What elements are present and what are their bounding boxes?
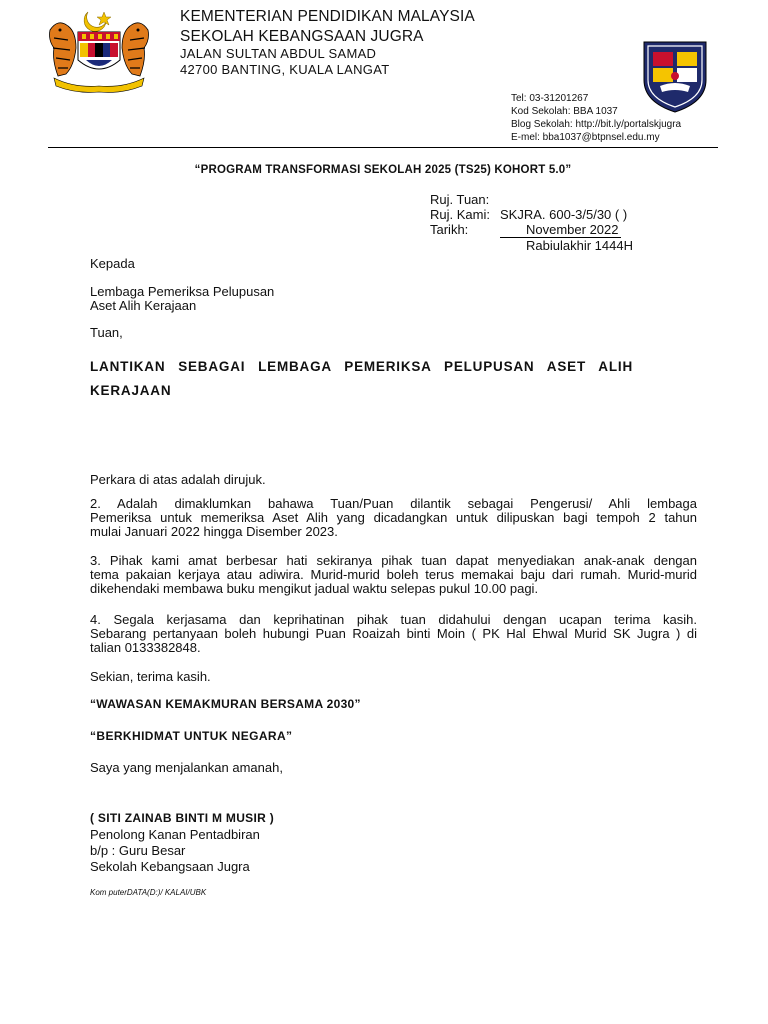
ruj-kami-label: Ruj. Kami: bbox=[430, 207, 490, 222]
salutation: Tuan, bbox=[90, 325, 123, 340]
school-name: SEKOLAH KEBANGSAAN JUGRA bbox=[180, 28, 424, 45]
paragraph-4-line-1: 4. Segala kerjasama dan keprihatinan pihak tuan didahului dengan ucapan terima kasih. bbox=[90, 612, 697, 627]
school-logo bbox=[640, 36, 710, 114]
signatory-position: Penolong Kanan Pentadbiran bbox=[90, 827, 260, 842]
paragraph-4-line-2: Sebarang pertanyaan boleh hubungi Puan Roaizah binti Moin ( PK Hal Ehwal Murid SK Jugra ) di bbox=[90, 626, 697, 641]
ruj-kami-value: SKJRA. 600-3/5/30 ( ) bbox=[500, 207, 628, 222]
subject-line-2: KERAJAAN bbox=[90, 383, 172, 398]
contact-school-code: Kod Sekolah: BBA 1037 bbox=[511, 106, 618, 117]
signatory-school: Sekolah Kebangsaan Jugra bbox=[90, 859, 250, 874]
address-line-2: 42700 BANTING, KUALA LANGAT bbox=[180, 62, 390, 77]
contact-blog: Blog Sekolah: http://bit.ly/portalskjugra bbox=[511, 119, 682, 130]
paragraph-2-line-1: 2. Adalah dimaklumkan bahawa Tuan/Puan dilantik sebagai Pengerusi/ Ahli lembaga bbox=[90, 496, 697, 511]
signatory-bp: b/p : Guru Besar bbox=[90, 843, 186, 858]
reference-block bbox=[430, 192, 633, 253]
footer-file-path: Kom puterDATA(D:)/ KALAI/UBK bbox=[90, 888, 207, 897]
ministry-name: KEMENTERIAN PENDIDIKAN MALAYSIA bbox=[180, 8, 475, 25]
tarikh-value: November 2022 bbox=[500, 222, 621, 238]
tarikh-label: Tarikh: bbox=[430, 222, 469, 237]
header-divider bbox=[48, 147, 718, 148]
paragraph-2-line-3: mulai Januari 2022 hingga Disember 2023. bbox=[90, 524, 338, 539]
recipient-kepada: Kepada bbox=[90, 256, 135, 271]
contact-email: E-mel: bba1037@btpnsel.edu.my bbox=[511, 132, 660, 143]
contact-tel: Tel: 03-31201267 bbox=[511, 93, 589, 104]
coat-of-arms-logo bbox=[44, 8, 154, 94]
closing-thanks: Sekian, terima kasih. bbox=[90, 669, 211, 684]
address-line-1: JALAN SULTAN ABDUL SAMAD bbox=[180, 46, 377, 61]
paragraph-3-line-2: tema pakaian kerjaya atau adiwira. Murid-murid boleh terus memakai baju dari rumah. Murid-murid bbox=[90, 567, 697, 582]
paragraph-4-line-3: talian 0133382848. bbox=[90, 640, 201, 655]
recipient-line-2: Aset Alih Kerajaan bbox=[90, 298, 197, 313]
paragraph-1: Perkara di atas adalah dirujuk. bbox=[90, 472, 266, 487]
recipient-line-1: Lembaga Pemeriksa Pelupusan bbox=[90, 284, 275, 299]
hijri-date: Rabiulakhir 1444H bbox=[526, 238, 633, 253]
ruj-tuan-label: Ruj. Tuan: bbox=[430, 192, 490, 207]
signatory-name: ( SITI ZAINAB BINTI M MUSIR ) bbox=[90, 811, 275, 825]
program-title: “PROGRAM TRANSFORMASI SEKOLAH 2025 (TS25) KOHORT 5.0” bbox=[194, 164, 572, 176]
paragraph-3-line-3: dikehendaki membawa buku mengikut jadual waktu selepas pukul 10.00 pagi. bbox=[90, 581, 539, 596]
paragraph-3-line-1: 3. Pihak kami amat berbesar hati sekiranya pihak tuan dapat menyediakan anak-anak dengan bbox=[90, 553, 697, 568]
closing-amanah: Saya yang menjalankan amanah, bbox=[90, 760, 283, 775]
slogan-berkhidmat: “BERKHIDMAT UNTUK NEGARA” bbox=[90, 729, 293, 743]
subject-line-1: LANTIKAN SEBAGAI LEMBAGA PEMERIKSA PELUPUSAN ASET ALIH bbox=[90, 359, 633, 374]
slogan-wawasan: “WAWASAN KEMAKMURAN BERSAMA 2030” bbox=[90, 697, 361, 711]
paragraph-2-line-2: Pemeriksa untuk memeriksa Aset Alih yang dicadangkan untuk dilipuskan bagi tempoh 2 tahun bbox=[90, 510, 697, 525]
